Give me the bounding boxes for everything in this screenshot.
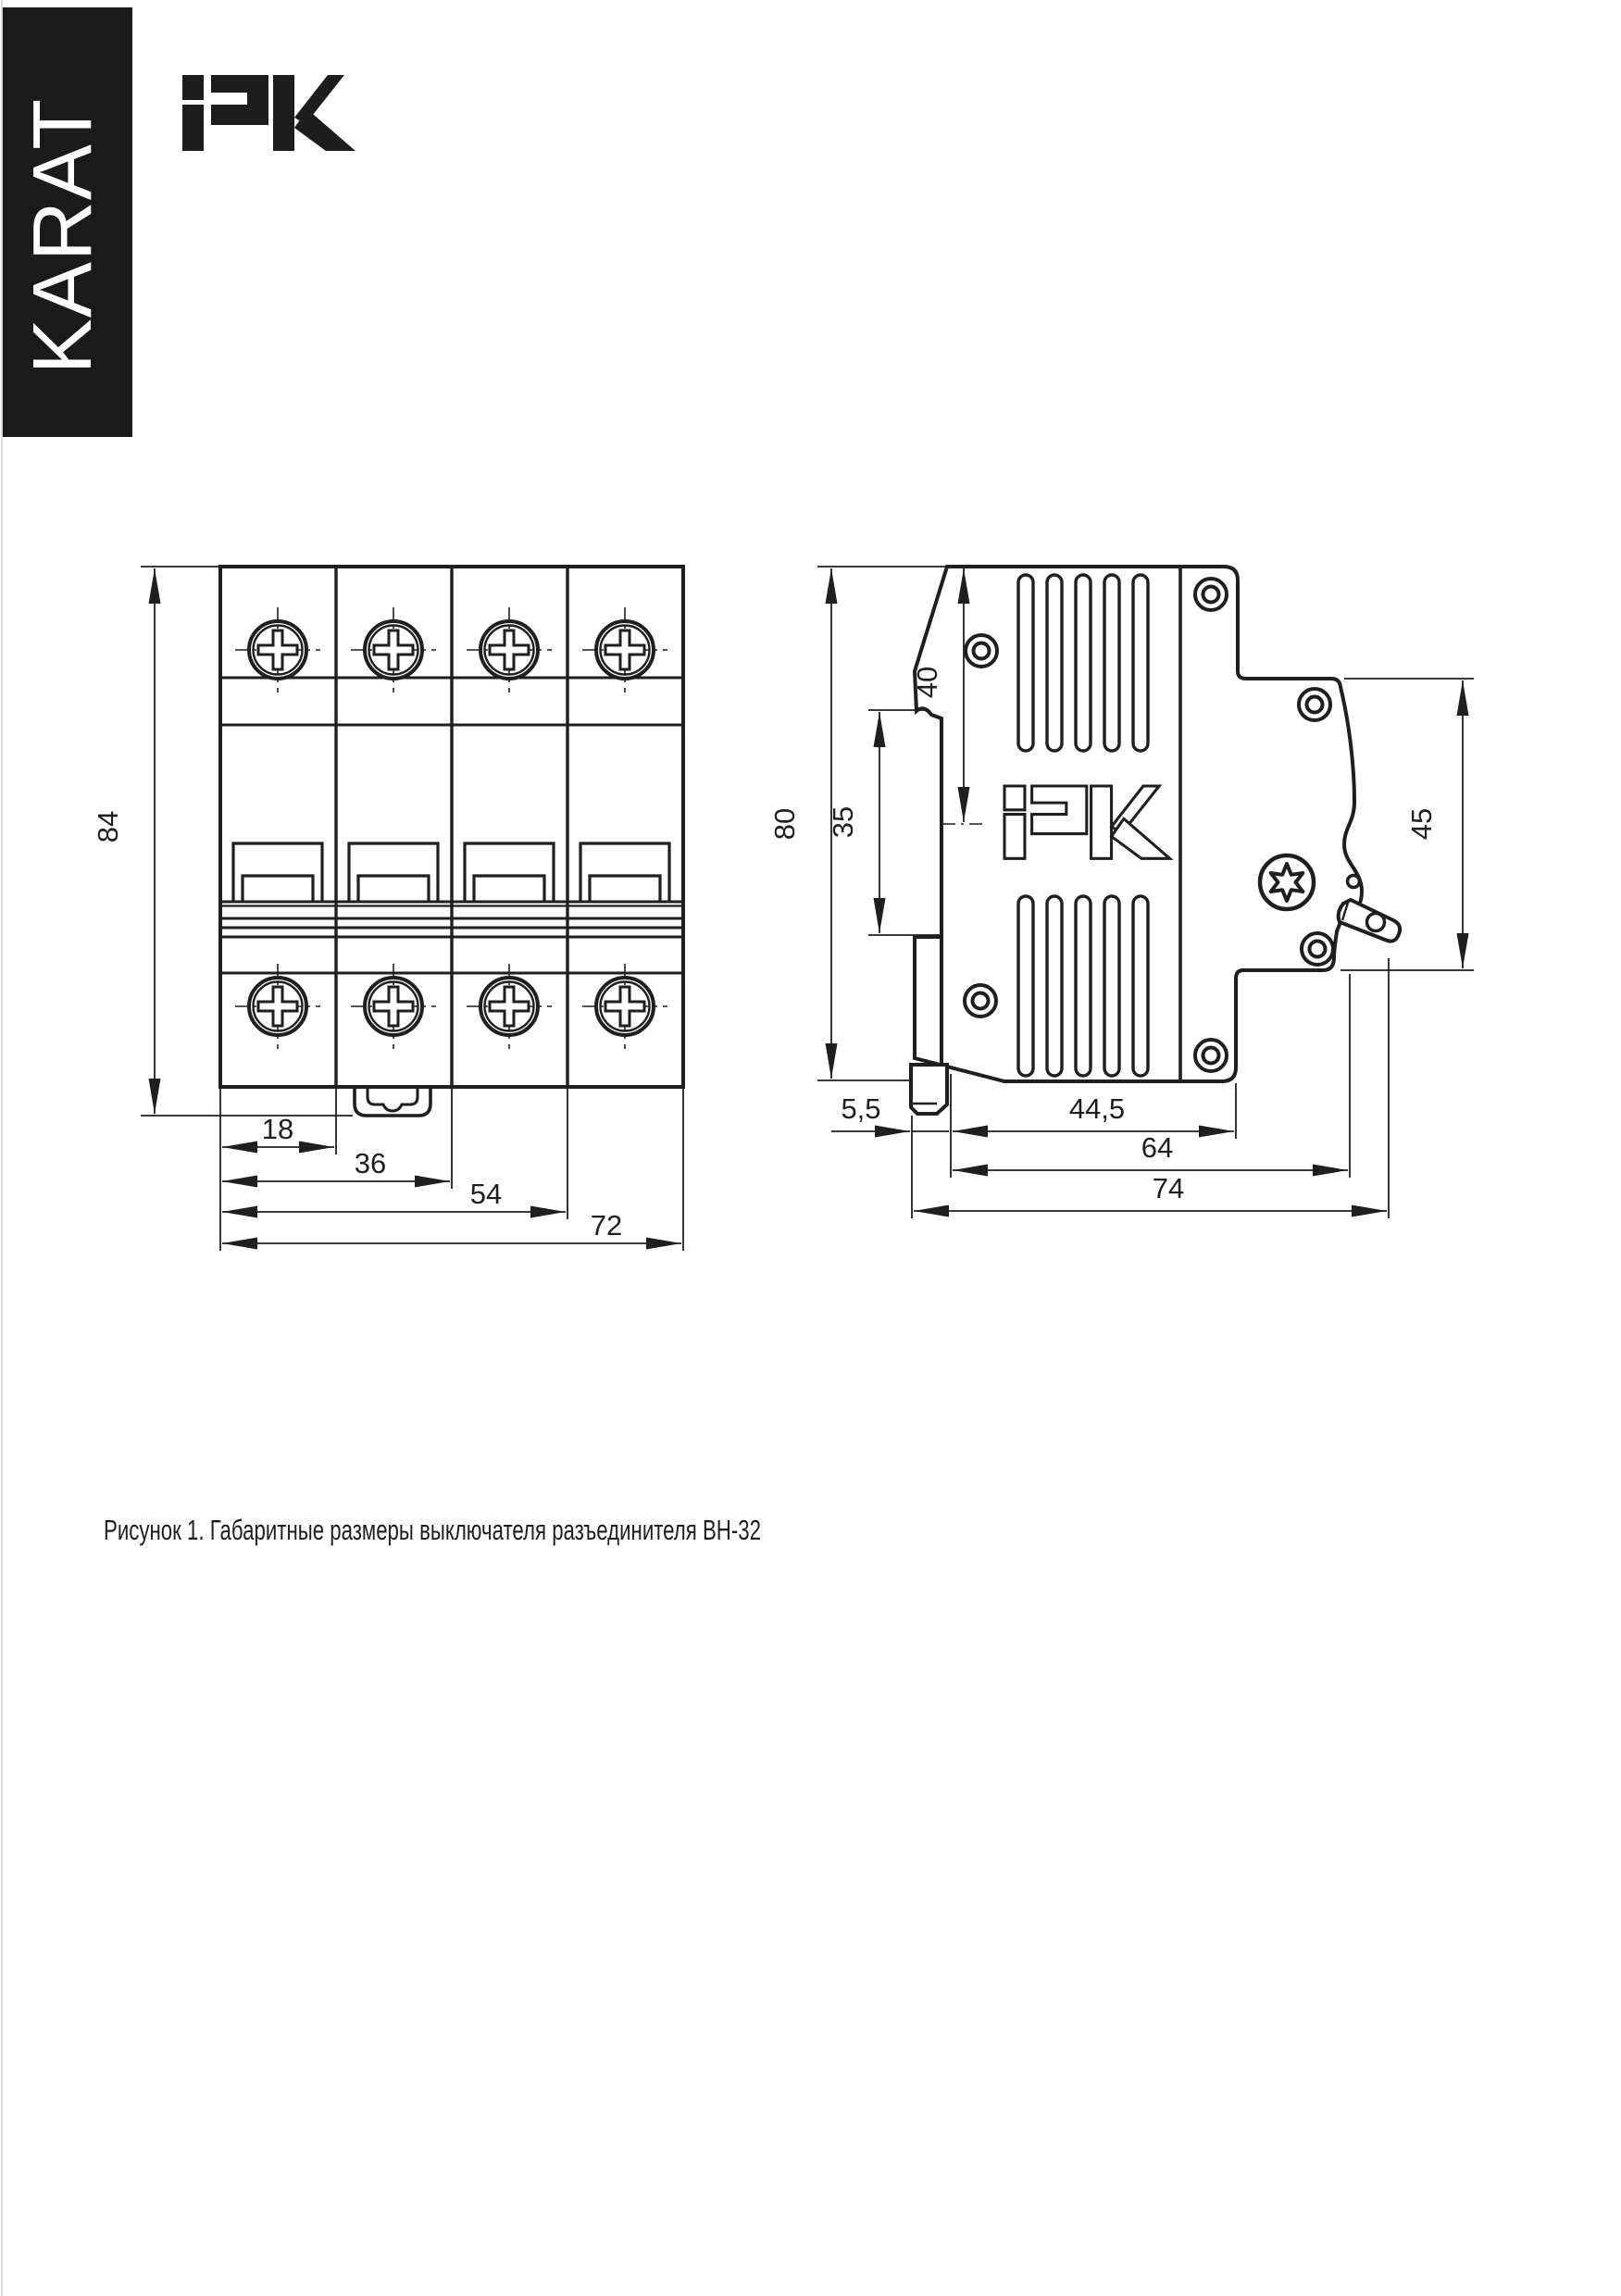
vent-slot: [1104, 896, 1119, 1076]
dim-label-5-5: 5,5: [841, 1092, 881, 1125]
rivet-icon: [965, 985, 996, 1017]
dim-label-44-5: 44,5: [1068, 1092, 1126, 1125]
rivet-icon: [1195, 1040, 1227, 1071]
karat-brand-text: KARAT: [17, 97, 109, 375]
figure-caption: Рисунок 1. Габаритные размеры выключателя разъединителя ВН-32: [104, 1514, 761, 1546]
dim-label-18: 18: [261, 1113, 294, 1145]
vent-slot: [1047, 896, 1062, 1076]
dim-label-72: 72: [590, 1209, 623, 1242]
dim-label-45: 45: [1405, 807, 1438, 841]
vent-slot: [1133, 575, 1148, 751]
vent-slot: [1076, 896, 1091, 1076]
vent-slot: [1133, 896, 1148, 1076]
vent-slot: [1018, 575, 1033, 751]
dim-label-80: 80: [768, 807, 801, 841]
vent-slot: [1047, 575, 1062, 751]
rivet-icon: [1302, 933, 1333, 965]
torx-screw-icon: [1260, 855, 1314, 909]
dim-label-35: 35: [827, 805, 859, 839]
vent-slot: [1018, 896, 1033, 1076]
rivet-icon: [966, 635, 997, 667]
rivet-icon: [1299, 689, 1330, 720]
vent-slot: [1104, 575, 1119, 751]
dim-label-54: 54: [469, 1178, 503, 1210]
dim-label-40: 40: [911, 666, 943, 699]
dim-label-36: 36: [354, 1147, 387, 1179]
dim-label-64: 64: [1141, 1131, 1174, 1164]
vent-slot: [1076, 575, 1091, 751]
rivet-icon: [1195, 579, 1227, 610]
dim-label-74: 74: [1152, 1172, 1185, 1204]
dim-label-84: 84: [92, 810, 124, 843]
karat-sidebar: [3, 7, 132, 437]
